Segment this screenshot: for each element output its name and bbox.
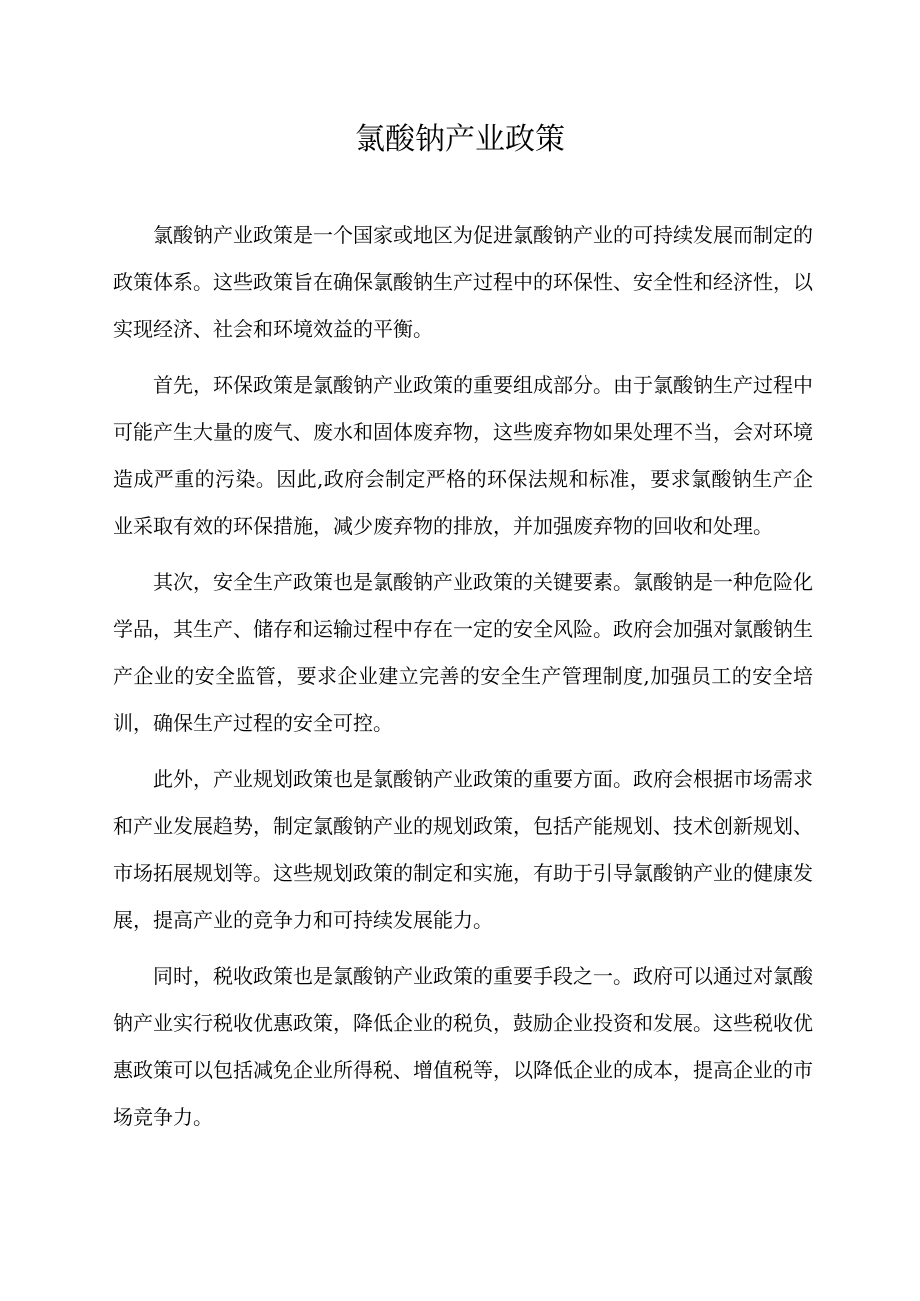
paragraph-industry-planning: 此外，产业规划政策也是氯酸钠产业政策的重要方面。政府会根据市场需求和产业发展趋势，制定氯酸钠产业的规划政策，包括产能规划、技术创新规划、市场拓展规划等。这些规划政策的制定和实施，有助于引导氯酸钠产业的健康发展，提高产业的竞争力和可持续发展能力。 xyxy=(113,767,813,932)
document-title: 氯酸钠产业政策 xyxy=(355,122,565,157)
document-body xyxy=(113,212,813,1150)
paragraph-safety-policy: 其次，安全生产政策也是氯酸钠产业政策的关键要素。氯酸钠是一种危险化学品，其生产、储存和运输过程中存在一定的安全风险。政府会加强对氯酸钠生产企业的安全监管，要求企业建立完善的安全生产管理制度,加强员工的安全培训，确保生产过程的安全可控。 xyxy=(113,570,813,735)
paragraph-tax-policy: 同时，税收政策也是氯酸钠产业政策的重要手段之一。政府可以通过对氯酸钠产业实行税收优惠政策，降低企业的税负，鼓励企业投资和发展。这些税收优惠政策可以包括减免企业所得税、增值税等，以降低企业的成本，提高企业的市场竞争力。 xyxy=(113,964,813,1129)
paragraph-intro: 氯酸钠产业政策是一个国家或地区为促进氯酸钠产业的可持续发展而制定的政策体系。这些政策旨在确保氯酸钠生产过程中的环保性、安全性和经济性，以实现经济、社会和环境效益的平衡。 xyxy=(113,223,813,341)
paragraph-environmental-policy: 首先，环保政策是氯酸钠产业政策的重要组成部分。由于氯酸钠生产过程中可能产生大量的废气、废水和固体废弃物，这些废弃物如果处理不当，会对环境造成严重的污染。因此,政府会制定严格的环保法规和标准，要求氯酸钠生产企业采取有效的环保措施，减少废弃物的排放，并加强废弃物的回收和处理。 xyxy=(113,373,813,538)
